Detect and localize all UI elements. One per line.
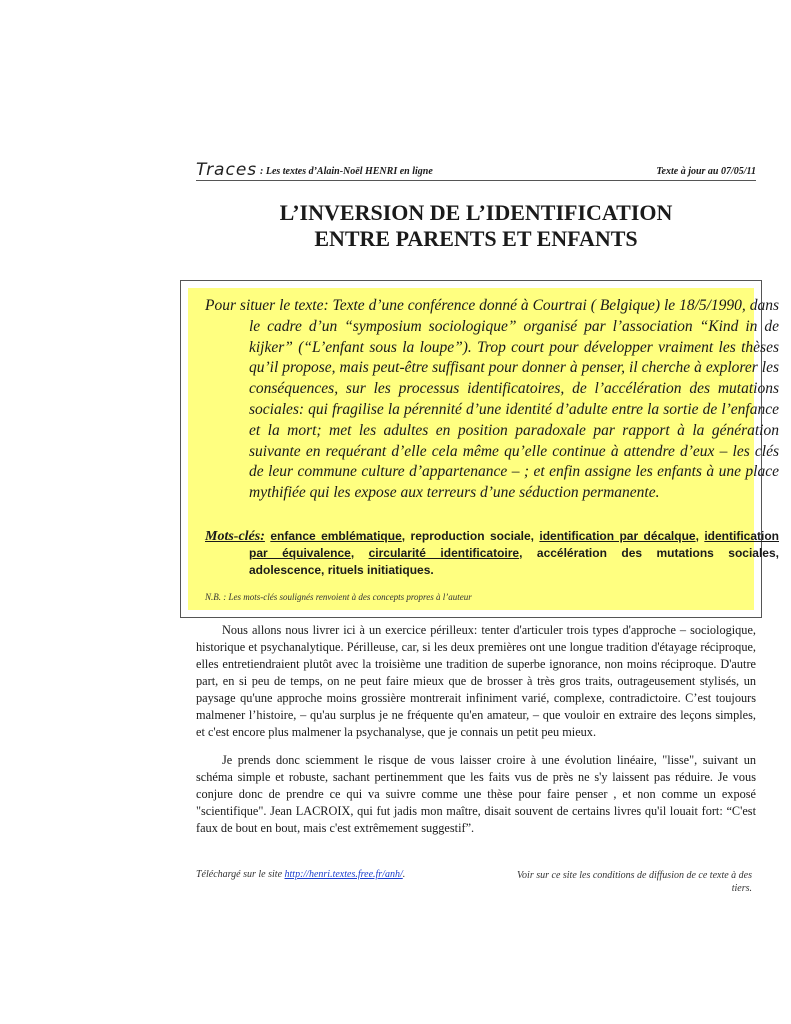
- keyword-enfance-emblematique: enfance emblématique: [270, 529, 402, 543]
- summary-highlight: [188, 288, 779, 610]
- title-line-2: ENTRE PARENTS ET ENFANTS: [314, 226, 638, 251]
- body-paragraph-2: Je prends donc sciemment le risque de vous laisser croire à une évolution linéaire, "lisse", suivant un schéma simple et robuste, sachant pertinemment que les faits vus de près ne s'y laissent pas réduire. Je vous conjure donc de prendre ce qui va suivre comme une thèse pour faire penser , et non comme un exposé "scientifique". Jean LACROIX, qui fut jadis mon maître, disait souvent de certains livres qu'il louait fort: “C'est faux de bout en bout, mais c'est extrêmement suggestif”.: [196, 753, 756, 835]
- header-subtitle: : Les textes d’Alain-Noël HENRI en ligne: [260, 166, 433, 177]
- summary-box: [180, 280, 779, 618]
- title-line-1: L’INVERSION DE L’IDENTIFICATION: [279, 200, 673, 225]
- body-paragraph-1: Nous allons nous livrer ici à un exercice périlleux: tenter d'articuler trois types d'approche – sociologique, historique et psychanalytique. Périlleuse, car, si les deux premières ont une longue tradition d'étayage réciproque, elles entretiendraient plutôt avec la troisième une tradition de superbe ignorance, non moins réciproque. D'autre part, en si peu de temps, on ne peut faire mieux que de brosser à très gros traits, outrageusement stylisés, un paysage qu'une approche moins grossière montrerait infiniment varié, complexe, contradictoire. C’est toujours malmener l’histoire, – qu'au surplus je ne fréquente qu'en amateur, – que vouloir en extraire des leçons simples, et c'est encore plus malmener la psychanalyse, que je connais un petit peu mieux.: [196, 623, 756, 739]
- page-header: [196, 160, 756, 182]
- keyword-reproduction-sociale: reproduction sociale: [410, 529, 531, 543]
- keyword-identification-equivalence: identification par équivalence: [249, 529, 779, 560]
- summary-text: Pour situer le texte: Texte d’une conférence donné à Courtrai ( Belgique) le 18/5/1990, dans le cadre d’un “symposium sociologique” organisé par l’association “Kind in de kijker” (“L’enfant sous la loupe”). Trop court pour développer vraiment les thèses qu’il propose, mais peut-être suffisant pour donner à penser, il cherche à explorer les conséquences, sur les processus identificatoires, de l’accélération des mutations sociales: qui fragilise la pérennité d’une identité d’adulte entre la sortie de l’enfance et la mort; met les adultes en position paradoxale par rapport à la génération suivante en requérant d’elle cela même qu’elle continue à attendre d’eux – les clés de leur commune culture d’appartenance – ; et enfin assigne les enfants à une place mythifiée qui les expose aux terreurs d’une séduction permanente.: [205, 297, 779, 502]
- header-date: Texte à jour au 07/05/11: [656, 166, 756, 177]
- keywords-note: N.B. : Les mots-clés soulignés renvoient à des concepts propres à l’auteur: [205, 592, 472, 602]
- footer-conditions: Voir sur ce site les conditions de diffusion de ce texte à des tiers.: [517, 870, 752, 894]
- keyword-other: accélération des mutations sociales, adolescence, rituels initiatiques.: [249, 546, 779, 577]
- keyword-circularite: circularité identificatoire: [368, 546, 520, 560]
- site-link[interactable]: http://henri.textes.free.fr/anh/: [284, 869, 403, 880]
- footer-download: [196, 869, 405, 880]
- keywords-label: Mots-clés:: [205, 529, 265, 544]
- header-divider: [196, 180, 756, 181]
- footer-download-suffix: .: [402, 869, 406, 880]
- keyword-identification-decalque: identification par décalque: [539, 529, 696, 543]
- body-text: [196, 622, 756, 848]
- keywords-line: Mots-clés: enfance emblématique, reproduction sociale, identification par décalque, identification par équivalence, circularité identificatoire, accélération des mutations sociales, adolescence, rituels initiatiques.: [205, 529, 779, 577]
- footer-download-prefix: Téléchargé sur le site: [196, 869, 285, 880]
- document-title: [196, 200, 756, 252]
- brand-name: Traces: [196, 160, 258, 180]
